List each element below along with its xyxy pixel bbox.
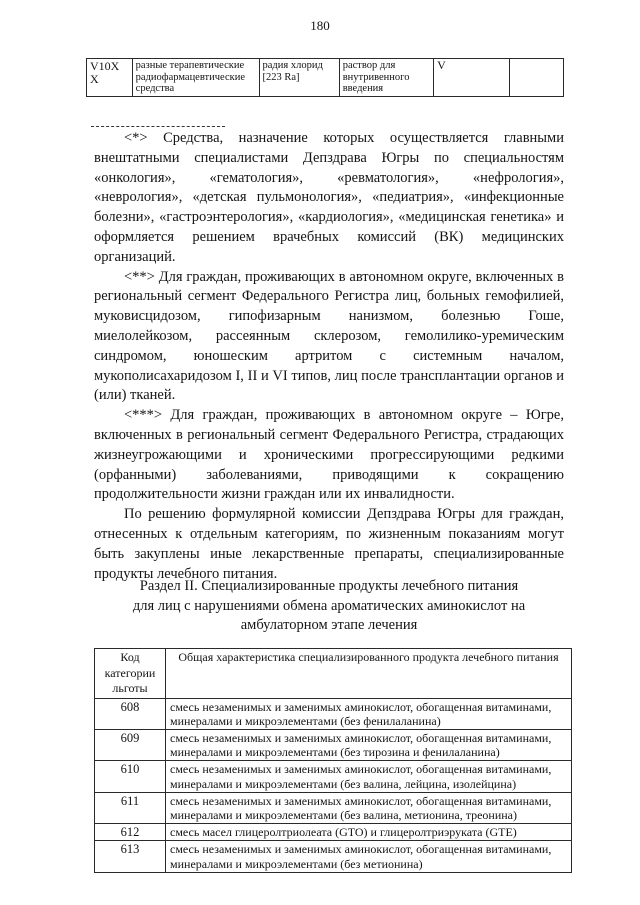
category-code-cell: 608 bbox=[95, 698, 166, 729]
table-row bbox=[95, 824, 572, 841]
footnote-paragraph: <***> Для граждан, проживающих в автономном округе – Югре, включенных в региональный сегмент Федерального Регистра, страдающих жизнеугрожающими и хроническими прогрессирующими редкими (орфанными) заболеваниями, приводящими к сокращению продолжительности жизни граждан или их инвалидности. bbox=[94, 407, 564, 503]
section-title-line: для лиц с нарушениями обмена ароматических аминокислот на bbox=[132, 597, 526, 614]
column-header-description: Общая характеристика специализированного продукта лечебного питания bbox=[166, 649, 572, 699]
category-code-cell: 613 bbox=[95, 841, 166, 872]
table-row bbox=[95, 698, 572, 729]
column-header-code: Код категории льготы bbox=[95, 649, 166, 699]
footnote-paragraph: <**> Для граждан, проживающих в автономном округе, включенных в региональный сегмент Федерального Регистра лиц, больных гемофилией, муковисцидозом, гипофизарным нанизмом, болезнью Гоше, миелолейкозом, рассеянным склерозом, гемолилико-уремическим синдромом, юношеским артритом с системным началом, мукополисахаридозом I, II и VI типов, лиц после трансплантации органов и (или) тканей. bbox=[94, 268, 564, 404]
table-row bbox=[87, 59, 564, 97]
description-cell: смесь незаменимых и заменимых аминокислот, обогащенная витаминами, минералами и микроэлементами (без метионина) bbox=[166, 841, 572, 872]
section-title-line: Раздел II. Специализированные продукты лечебного питания bbox=[139, 578, 519, 594]
table-row bbox=[95, 841, 572, 872]
table-row bbox=[95, 729, 572, 760]
footnote-paragraph: <*> Средства, назначение которых осуществляется главными внештатными специалистами Депздрава Югры по специальностям «онкология», «гематология», «ревматология», «нефрология», «неврология», «детская пульмонология», «педиатрия», «инфекционные болезни», «гастроэнтерология», «кардиология», «медицинская генетика» и оформляется решением врачебных комиссий (ВК) медицинских организаций. bbox=[94, 130, 564, 265]
description-cell: смесь незаменимых и заменимых аминокислот, обогащенная витаминами, минералами и микроэлементами (без тирозина и фенилаланина) bbox=[166, 729, 572, 760]
formulary-paragraph: По решению формулярной комиссии Депздрава Югры для граждан, отнесенных к отдельным категориям, по жизненным показаниям могут быть закуплены иные лекарственные препараты, специализированные продукты лечебного питания. bbox=[94, 506, 564, 582]
description-cell: смесь незаменимых и заменимых аминокислот, обогащенная витаминами, минералами и микроэлементами (без валина, метионина, треонина) bbox=[166, 792, 572, 823]
mark-cell: V bbox=[434, 59, 510, 97]
table-header-row bbox=[95, 649, 572, 699]
description-cell: смесь масел глицеролтриолеата (GTO) и глицеролтриэруката (GTE) bbox=[166, 824, 572, 841]
table-row bbox=[95, 792, 572, 823]
section-title-line: амбулаторном этапе лечения bbox=[240, 617, 418, 633]
table-row bbox=[95, 761, 572, 792]
description-cell: смесь незаменимых и заменимых аминокислот, обогащенная витаминами, минералами и микроэлементами (без валина, лейцина, изолейцина) bbox=[166, 761, 572, 792]
page-number: 180 bbox=[310, 18, 330, 33]
category-code-cell: 609 bbox=[95, 729, 166, 760]
category-code-cell: 610 bbox=[95, 761, 166, 792]
dosage-form-cell: раствор для внутривенного введения bbox=[339, 59, 433, 97]
category-code-cell: 611 bbox=[95, 792, 166, 823]
nutrition-products-table bbox=[94, 648, 572, 873]
category-code-cell: 612 bbox=[95, 824, 166, 841]
description-cell: смесь незаменимых и заменимых аминокислот, обогащенная витаминами, минералами и микроэлементами (без фенилаланина) bbox=[166, 698, 572, 729]
section-title bbox=[94, 577, 564, 636]
continuation-table bbox=[86, 58, 564, 97]
atc-code-cell: V10X X bbox=[87, 59, 133, 97]
substance-cell: радия хлорид [223 Ra] bbox=[259, 59, 339, 97]
footnote-separator bbox=[91, 126, 225, 127]
group-cell: разные терапевтические радиофармацевтические средства bbox=[132, 59, 259, 97]
empty-cell bbox=[510, 59, 564, 97]
footnotes-body bbox=[94, 129, 564, 584]
